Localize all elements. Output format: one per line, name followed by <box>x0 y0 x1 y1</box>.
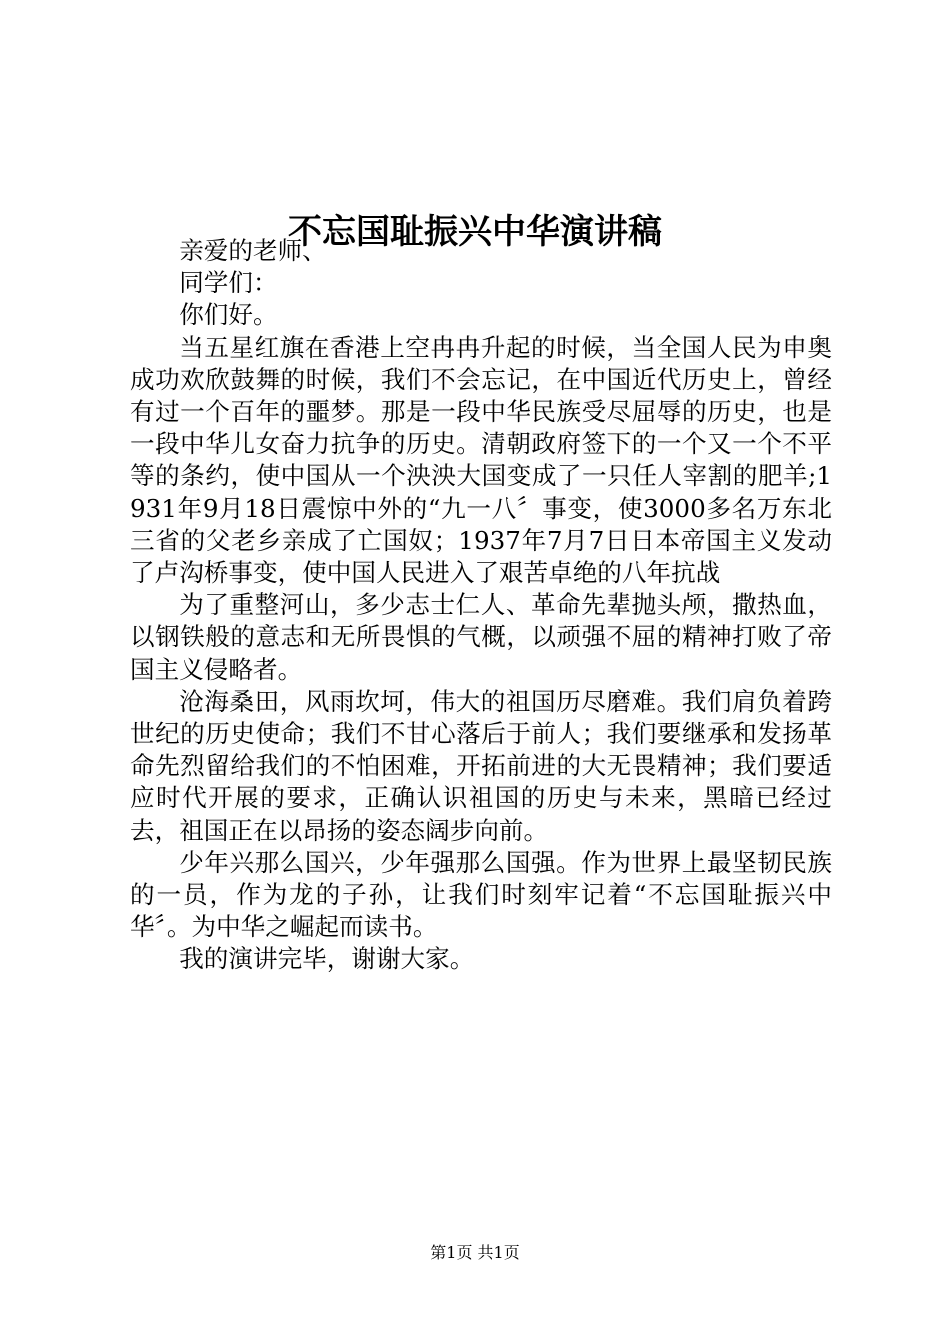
salutation-students: 同学们： <box>179 268 278 298</box>
paragraph-history: 当五星红旗在香港上空冉冉升起的时候，当全国人民为申奥成功欢欣鼓舞的时候，我们不会忘记，在中国近代历史上，曾经有过一个百年的噩梦。那是一段中华民族受尽屈辱的历史，也是一段中华儿女奋力抗争的历史。清朝政府签下的一个又一个不平等的条约，使中国从一个泱泱大国变成了一只任人宰割的肥羊;1931年9月18日震惊中外的“九一八〞事变，使3000多名万东北三省的父老乡亲成了亡国奴；1937年7月7日日本帝国主义发动了卢沟桥事变，使中国人民进入了艰苦卓绝的八年抗战 <box>130 332 832 588</box>
closing: 我的演讲完毕，谢谢大家。 <box>179 944 475 974</box>
salutation-teachers: 亲爱的老师、 <box>179 236 327 265</box>
document-body <box>130 235 832 976</box>
greeting: 你们好。 <box>179 300 278 330</box>
paragraph-mission: 沧海桑田，风雨坎坷，伟大的祖国历尽磨难。我们肩负着跨世纪的历史使命；我们不甘心落后于前人；我们要继承和发扬革命先烈留给我们的不怕困难，开拓前进的大无畏精神；我们要适应时代开展的要求，正确认识祖国的历史与未来，黑暗已经过去，祖国正在以昂扬的姿态阔步向前。 <box>130 686 832 845</box>
page-footer: 第1页 共1页 <box>430 1243 520 1262</box>
document-title: 不忘国耻振兴中华演讲稿 <box>288 211 662 252</box>
paragraph-struggle: 为了重整河山，多少志士仁人、革命先辈抛头颅，撒热血，以钢铁般的意志和无所畏惧的气概，以顽强不屈的精神打败了帝国主义侵略者。 <box>130 590 832 684</box>
paragraph-youth: 少年兴那么国兴，少年强那么国强。作为世界上最坚韧民族的一员，作为龙的子孙，让我们时刻牢记着“不忘国耻振兴中华〞。为中华之崛起而读书。 <box>130 847 832 942</box>
